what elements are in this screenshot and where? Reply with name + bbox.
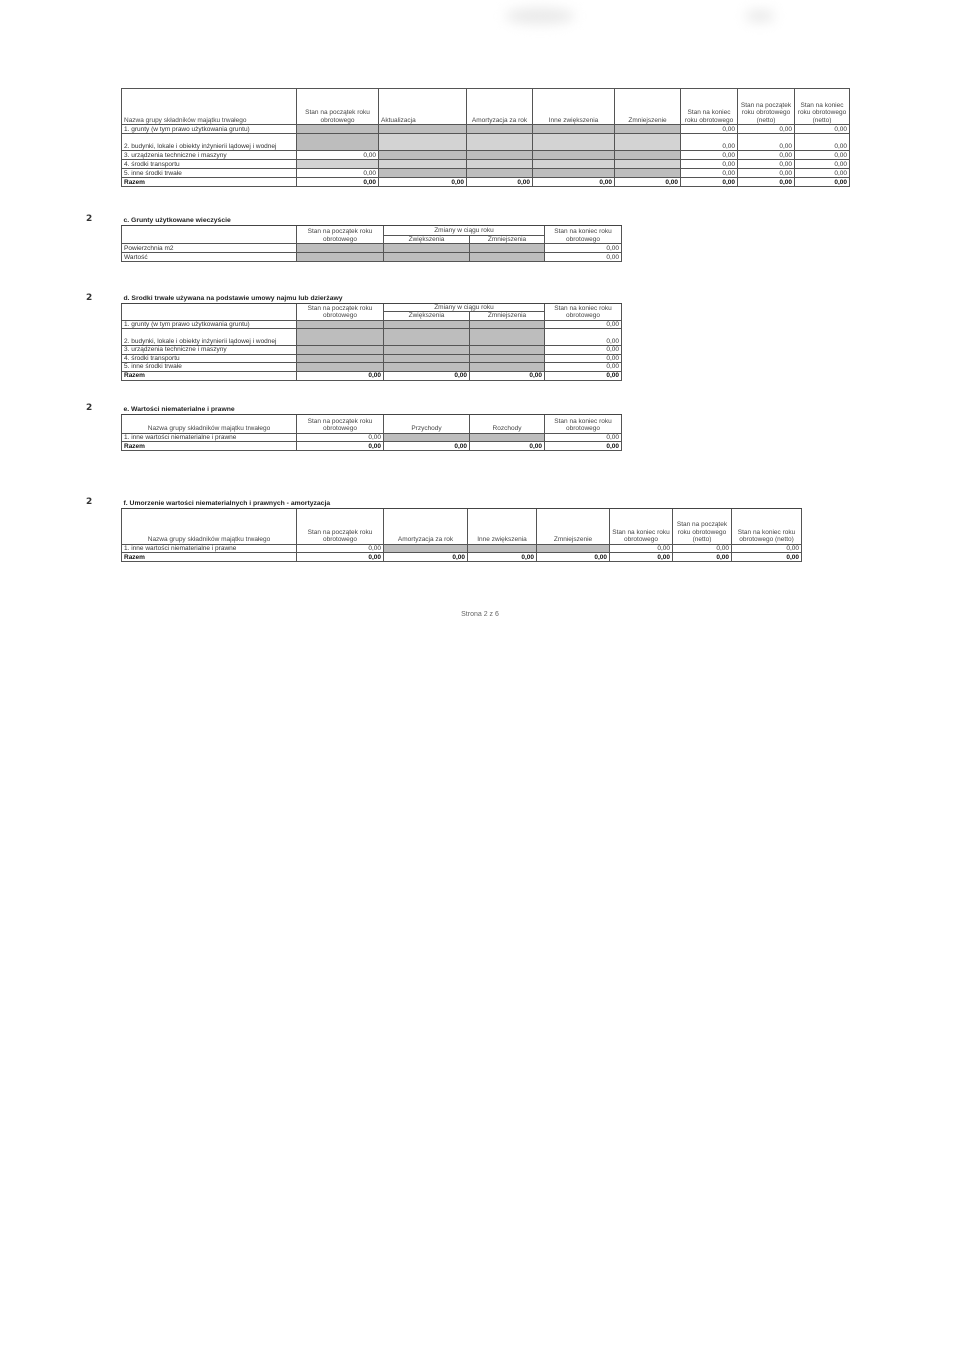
cell-start: 0,00 [297, 371, 384, 380]
row-label: Wartość [122, 252, 297, 261]
cell-empty [384, 329, 470, 346]
row-label: 1. grunty (w tym prawo użytkowania gruntu) [122, 125, 297, 134]
cell-empty [470, 329, 545, 346]
column-header-inne: Inne zwiększenia [533, 89, 615, 125]
table-row [122, 544, 802, 552]
section-title: e. Wartości niematerialne i prawne [122, 405, 622, 414]
row-label: 4. środki transportu [122, 354, 297, 362]
column-header-start: Stan na początek roku obrotowego [297, 225, 384, 243]
cell-amortization: 0,00 [384, 552, 468, 561]
cell-end-net: 0,00 [795, 151, 850, 160]
section-title: c. Grunty użytkowane wieczyście [122, 215, 622, 225]
cell-end: 0,00 [545, 252, 622, 261]
row-label: 4. środki transportu [122, 160, 297, 169]
cell-decreases: 0,00 [470, 371, 545, 380]
cell-empty [467, 151, 533, 160]
row-label: 3. urządzenia techniczne i maszyny [122, 346, 297, 354]
column-header-decreases: Zmniejszenia [470, 312, 545, 320]
cell-start: 0,00 [297, 178, 379, 187]
column-header-end: Stan na koniec roku obrotowego [610, 508, 673, 544]
row-label: 2. budynki, lokale i obiekty inżynierii lądowej i wodnej [122, 134, 297, 151]
cell-end: 0,00 [545, 363, 622, 371]
cell-start-net: 0,00 [738, 178, 795, 187]
cell-start-net: 0,00 [738, 125, 795, 134]
cell-empty [615, 134, 681, 151]
column-header-amortization: Amortyzacja za rok [384, 508, 468, 544]
table-row [122, 329, 622, 346]
cell-start [297, 125, 379, 134]
cell-empty [297, 243, 384, 252]
cell-end: 0,00 [681, 160, 738, 169]
cell-empty [384, 363, 470, 371]
cell-empty [379, 169, 467, 178]
cell-start [297, 134, 379, 151]
row-label: 2. budynki, lokale i obiekty inżynierii lądowej i wodnej [122, 329, 297, 346]
column-header-inne: Inne zwiększenia [468, 508, 537, 544]
column-header-end: Stan na koniec roku obrotowego [545, 414, 622, 433]
cell-empty [384, 243, 470, 252]
cell-empty [615, 151, 681, 160]
table-row [122, 354, 622, 362]
cell-end: 0,00 [545, 243, 622, 252]
cell-empty [615, 160, 681, 169]
table-row [122, 320, 622, 328]
cell-empty [384, 544, 468, 552]
cell-start: 0,00 [297, 441, 384, 450]
cell-end: 0,00 [545, 346, 622, 354]
section-title: f. Umorzenie wartości niematerialnych i prawnych - amortyzacja [122, 498, 802, 508]
column-header-increases: Zwiększenia [384, 235, 470, 243]
cell-empty [379, 134, 467, 151]
column-header-end: Stan na koniec roku obrotowego [545, 303, 622, 320]
cell-inne: 0,00 [468, 552, 537, 561]
column-header-decreases: Zmniejszenia [470, 235, 545, 243]
cell-end: 0,00 [545, 441, 622, 450]
cell-inne: 0,00 [533, 178, 615, 187]
cell-empty [533, 169, 615, 178]
corner-cell [122, 225, 297, 243]
cell-start: 0,00 [297, 433, 384, 441]
cell-empty [384, 433, 470, 441]
cell-outgo: 0,00 [470, 441, 545, 450]
cell-amortyzacja: 0,00 [467, 178, 533, 187]
column-header-name: Nazwa grupy składników majątku trwałego [122, 89, 297, 125]
cell-end: 0,00 [545, 354, 622, 362]
cell-end: 0,00 [681, 178, 738, 187]
column-header-start-net: Stan na początek roku obrotowego (netto) [673, 508, 732, 544]
column-header-income: Przychody [384, 414, 470, 433]
table-row [122, 243, 622, 252]
cell-start-net: 0,00 [738, 151, 795, 160]
section-number: 2 [86, 214, 93, 224]
cell-end: 0,00 [545, 320, 622, 328]
cell-aktualizacja: 0,00 [379, 178, 467, 187]
cell-income: 0,00 [384, 441, 470, 450]
table-total-row [122, 552, 802, 561]
cell-empty [470, 354, 545, 362]
cell-end: 0,00 [545, 329, 622, 346]
column-header-end: Stan na koniec roku obrotowego [545, 225, 622, 243]
cell-start-net: 0,00 [738, 134, 795, 151]
table-row [122, 151, 850, 160]
cell-empty [470, 363, 545, 371]
column-header-zmniejszenie: Zmniejszenie [537, 508, 610, 544]
cell-end-net: 0,00 [795, 160, 850, 169]
cell-empty [297, 329, 384, 346]
cell-empty [470, 320, 545, 328]
cell-start: 0,00 [297, 552, 384, 561]
table-row [122, 160, 850, 169]
cell-empty [384, 320, 470, 328]
column-header-start: Stan na początek roku obrotowego [297, 414, 384, 433]
row-label: 3. urządzenia techniczne i maszyny [122, 151, 297, 160]
row-label: Razem [122, 552, 297, 561]
table-row [122, 363, 622, 371]
cell-empty [297, 346, 384, 354]
column-header-name: Nazwa grupy składników majątku trwałego [122, 508, 297, 544]
cell-end-net: 0,00 [732, 552, 802, 561]
fixed-assets-table [121, 88, 850, 187]
cell-end-net: 0,00 [795, 178, 850, 187]
column-header-aktualizacja: Aktualizacja [379, 89, 467, 125]
column-header-amortyzacja: Amortyzacja za rok [467, 89, 533, 125]
cell-end: 0,00 [545, 371, 622, 380]
cell-empty [384, 346, 470, 354]
cell-end: 0,00 [681, 169, 738, 178]
column-header-changes: Zmiany w ciągu roku [384, 225, 545, 235]
cell-empty [467, 125, 533, 134]
cell-empty [470, 243, 545, 252]
cell-empty [379, 151, 467, 160]
cell-empty [467, 169, 533, 178]
cell-empty [467, 160, 533, 169]
cell-empty [537, 544, 610, 552]
cell-start-net: 0,00 [738, 169, 795, 178]
column-header-name: Nazwa grupy składników majątku trwałego [122, 414, 297, 433]
section-number: 2 [86, 403, 93, 413]
cell-end: 0,00 [610, 552, 673, 561]
cell-start [297, 160, 379, 169]
column-header-outgo: Rozchody [470, 414, 545, 433]
table-row [122, 433, 622, 441]
row-label: Razem [122, 178, 297, 187]
cell-empty [470, 433, 545, 441]
cell-empty [467, 134, 533, 151]
row-label: 5. inne środki trwałe [122, 363, 297, 371]
cell-start: 0,00 [297, 169, 379, 178]
cell-end-net: 0,00 [795, 125, 850, 134]
cell-zmniejszenie: 0,00 [615, 178, 681, 187]
cell-empty [384, 252, 470, 261]
column-header-end: Stan na koniec roku obrotowego [681, 89, 738, 125]
cell-end-net: 0,00 [795, 169, 850, 178]
table-total-row [122, 441, 622, 450]
row-label: 1. inne wartości niematerialne i prawne [122, 544, 297, 552]
scan-smudge [505, 8, 575, 24]
cell-empty [470, 252, 545, 261]
cell-empty [468, 544, 537, 552]
cell-empty [384, 354, 470, 362]
row-label: 1. grunty (w tym prawo użytkowania gruntu) [122, 320, 297, 328]
row-label: Powierzchnia m2 [122, 243, 297, 252]
cell-end: 0,00 [610, 544, 673, 552]
column-header-start: Stan na początek roku obrotowego [297, 89, 379, 125]
leased-assets-table [121, 295, 622, 381]
cell-empty [533, 160, 615, 169]
table-total-row [122, 178, 850, 187]
column-header-changes: Zmiany w ciągu roku [384, 303, 545, 311]
column-header-increases: Zwiększenia [384, 312, 470, 320]
cell-empty [297, 363, 384, 371]
column-header-end-net: Stan na koniec roku obrotowego (netto) [795, 89, 850, 125]
cell-end-net: 0,00 [795, 134, 850, 151]
cell-start: 0,00 [297, 151, 379, 160]
row-label: Razem [122, 371, 297, 380]
cell-empty [297, 252, 384, 261]
intangible-amortization-table [121, 498, 802, 562]
cell-increases: 0,00 [384, 371, 470, 380]
cell-empty [297, 354, 384, 362]
cell-empty [379, 160, 467, 169]
section-number: 2 [86, 497, 93, 507]
column-header-start: Stan na początek roku obrotowego [297, 303, 384, 320]
page-number: Strona 2 z 6 [461, 611, 499, 618]
cell-zmniejszenie: 0,00 [537, 552, 610, 561]
row-label: Razem [122, 441, 297, 450]
table-row [122, 125, 850, 134]
table-row [122, 134, 850, 151]
cell-start: 0,00 [297, 544, 384, 552]
perpetual-usufruct-table [121, 215, 622, 262]
column-header-zmniejszenie: Zmniejszenie [615, 89, 681, 125]
cell-empty [297, 320, 384, 328]
cell-end: 0,00 [681, 134, 738, 151]
scan-smudge [745, 10, 775, 22]
row-label: 5. inne środki trwałe [122, 169, 297, 178]
cell-empty [615, 125, 681, 134]
column-header-start: Stan na początek roku obrotowego [297, 508, 384, 544]
corner-cell [122, 303, 297, 320]
cell-empty [379, 125, 467, 134]
table-row [122, 346, 622, 354]
cell-empty [533, 134, 615, 151]
cell-end: 0,00 [681, 125, 738, 134]
section-number: 2 [86, 293, 93, 303]
cell-start-net: 0,00 [673, 544, 732, 552]
column-header-end-net: Stan na koniec roku obrotowego (netto) [732, 508, 802, 544]
table-row [122, 252, 622, 261]
cell-empty [533, 125, 615, 134]
section-title: d. Środki trwałe używana na podstawie umowy najmu lub dzierżawy [122, 295, 622, 303]
intangible-assets-table [121, 405, 622, 451]
row-label: 1. inne wartości niematerialne i prawne [122, 433, 297, 441]
cell-start-net: 0,00 [738, 160, 795, 169]
cell-end: 0,00 [681, 151, 738, 160]
column-header-start-net: Stan na początek roku obrotowego (netto) [738, 89, 795, 125]
cell-start-net: 0,00 [673, 552, 732, 561]
cell-end-net: 0,00 [732, 544, 802, 552]
cell-empty [533, 151, 615, 160]
table-row [122, 169, 850, 178]
cell-empty [470, 346, 545, 354]
cell-empty [615, 169, 681, 178]
table-total-row [122, 371, 622, 380]
cell-end: 0,00 [545, 433, 622, 441]
